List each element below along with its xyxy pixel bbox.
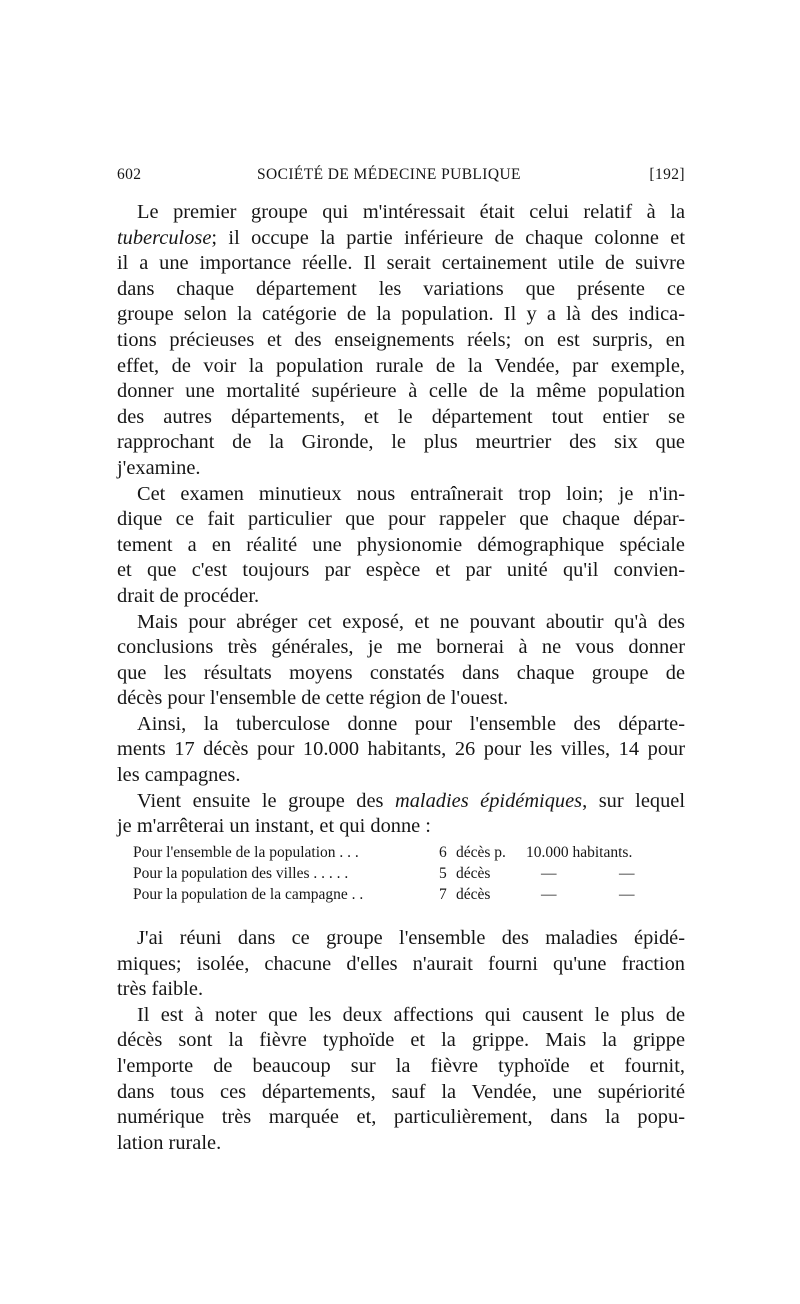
row-denominator: 10.000 habitants.	[526, 844, 633, 861]
text-line: conclusions très générales, je me bornerai à ne vous donner	[117, 636, 685, 659]
table-row	[133, 863, 685, 884]
row-unit: décès	[456, 886, 491, 903]
text-line: l'emporte de beaucoup sur la fièvre typhoïde et fournit,	[117, 1054, 685, 1077]
ditto-mark: —	[619, 886, 635, 903]
text-line: rapprochant de la Gironde, le plus meurtrier des six que	[117, 431, 685, 454]
text-run: Vient ensuite le groupe des	[137, 789, 395, 812]
text-line: Ainsi, la tuberculose donne pour l'ensemble des départe-	[137, 712, 685, 735]
ditto-mark: —	[541, 865, 557, 882]
running-title: SOCIÉTÉ DE MÉDECINE PUBLIQUE	[257, 166, 521, 183]
text-line: numérique très marquée et, particulièrement, dans la popu-	[117, 1106, 685, 1129]
text-line: miques; isolée, chacune d'elles n'aurait fourni qu'une fraction	[117, 952, 685, 975]
text-block-lower	[117, 926, 685, 1156]
italic-term: maladies épidémiques	[395, 789, 583, 812]
page-number: 602	[117, 166, 142, 183]
text-line: donner une mortalité supérieure à celle de la même population	[117, 380, 685, 403]
text-line	[117, 226, 685, 252]
text-line: lation rurale.	[117, 1131, 222, 1154]
text-line: j'examine.	[117, 456, 201, 479]
table-row	[133, 842, 685, 863]
text-line: décès sont la fièvre typhoïde et la grippe. Mais la grippe	[117, 1029, 685, 1052]
text-line: très faible.	[117, 978, 204, 1001]
ditto-mark: —	[619, 865, 635, 882]
text-line: que les résultats moyens constatés dans chaque groupe de	[117, 661, 685, 684]
text-line: Cet examen minutieux nous entraînerait trop loin; je n'in-	[137, 482, 685, 505]
text-line: je m'arrêterai un instant, et qui donne :	[117, 815, 431, 838]
row-value: 7	[439, 886, 447, 903]
row-label: Pour la population des villes . . . . .	[133, 865, 349, 882]
row-label: Pour la population de la campagne . .	[133, 886, 364, 903]
italic-term: tuberculose	[117, 226, 212, 249]
running-head	[117, 166, 685, 190]
text-line: ments 17 décès pour 10.000 habitants, 26 pour les villes, 14 pour	[117, 738, 685, 761]
text-line: les campagnes.	[117, 764, 241, 787]
statistics-table	[133, 842, 685, 905]
text-line: Il est à noter que les deux affections qui causent le plus de	[137, 1003, 685, 1026]
text-line: des autres départements, et le département tout entier se	[117, 405, 685, 428]
text-line: Mais pour abréger cet exposé, et ne pouvant aboutir qu'à des	[137, 610, 685, 633]
text-line: dans chaque département les variations que présente ce	[117, 277, 685, 300]
text-line	[117, 789, 685, 815]
text-line: effet, de voir la population rurale de la Vendée, par exemple,	[117, 354, 685, 377]
text-line: drait de procéder.	[117, 584, 260, 607]
text-run: ; il occupe la partie inférieure de chaque colonne et	[211, 226, 685, 249]
text-line: tions précieuses et des enseignements réels; on est surpris, en	[117, 328, 685, 351]
row-label: Pour l'ensemble de la population . . .	[133, 844, 359, 861]
text-line: dique ce fait particulier que pour rappeler que chaque dépar-	[117, 508, 685, 531]
text-block-upper	[117, 200, 685, 840]
text-line: J'ai réuni dans ce groupe l'ensemble des maladies épidé-	[137, 927, 685, 949]
table-row	[133, 884, 685, 905]
row-value: 5	[439, 865, 447, 882]
text-line: et que c'est toujours par espèce et par unité qu'il convien-	[117, 559, 685, 582]
text-line: décès pour l'ensemble de cette région de l'ouest.	[117, 687, 509, 710]
text-line: il a une importance réelle. Il serait certainement utile de suivre	[117, 252, 685, 275]
row-unit: décès	[456, 865, 491, 882]
text-line: tement a en réalité une physionomie démographique spéciale	[117, 533, 685, 556]
text-line: dans tous ces départements, sauf la Vendée, une supériorité	[117, 1080, 685, 1103]
text-line: groupe selon la catégorie de la population. Il y a là des indica-	[117, 303, 685, 326]
text-line: Le premier groupe qui m'intéressait était celui relatif à la	[137, 201, 685, 223]
ditto-mark: —	[541, 886, 557, 903]
row-unit: décès p.	[456, 844, 506, 861]
text-run: , sur lequel	[582, 789, 685, 812]
row-value: 6	[439, 844, 447, 861]
section-number: [192]	[649, 166, 685, 183]
